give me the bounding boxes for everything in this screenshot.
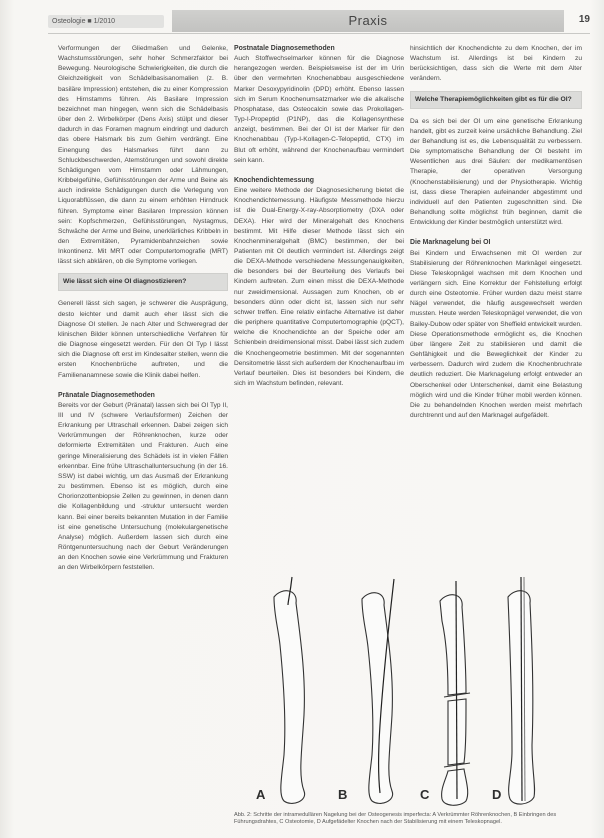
paragraph: Bereits vor der Geburt (Pränatal) lassen sich bei OI Typ II, III und IV (schwere Verlaufsformen) Zeichen der Erkrankung per Ultraschall erkennen. Dabei zeigen sich Verkrümmungen der Röhrenknochen, kurze oder deformierte Extremitäten und Frakturen. Auch eine geringe Mineralisierung des Schädels ist in vielen Fällen erkennbar. Eine frühe Ultraschalluntersuchung (in der 16. SSW) ist dabei wichtig, um das Ausmaß der Erkrankung zu bestimmen. Ebenso ist es möglich, durch eine Chorionzottenbiopsie Zellen zu gewinnen, in denen dann die Kollagenbildung und -struktur untersucht werden kann. Bei einer bereits bekannten Mutation in der Familie ist eine genetische Untersuchung (molekulargenetische Analyse) möglich. Außerdem lassen sich durch eine Röntgenuntersuchung nach der Geburt Veränderungen an den Knochen sowie eine Verkrümmung und Frakturen an den Wirbelkörpern feststellen. [58, 401, 228, 572]
paragraph: Generell lässt sich sagen, je schwerer die Ausprägung, desto leichter und damit auch eher lässt sich die Diagnose OI stellen. Je nach Alter und Schweregrad der klinischen Bilder können unterschiedliche Verfahren für die Diagnose eingesetzt werden. Für den OI Typ I lässt sich die Diagnose oft erst im Kindesalter stellen, wenn die ersten Knochenbrüche auftreten, und die Familienanamnese sowie die Klinik dabei helfen. [58, 300, 228, 379]
figure-label-b: B [338, 787, 348, 802]
section-title: Praxis [172, 10, 564, 32]
subheading: Postnatale Diagnosemethoden [234, 45, 335, 52]
bone-a [274, 591, 305, 804]
subheading: Pränatale Diagnosemethoden [58, 391, 155, 399]
figure-caption: Abb. 2: Schritte der intramedullären Nagelung bei der Osteogenesis imperfecta: A Verkrümmter Röhrenknochen, B Einbringen des Führungsdrahtes, C Osteotomie, D Aufgefädelter Knochen nach der Stabilisierung mit einem Teleskopnagel. [234, 812, 557, 825]
paragraph: Bei Kindern und Erwachsenen mit OI werden zur Stabilisierung der Röhrenknochen Marknägel eingesetzt. Diese Teleskopnägel wachsen mit dem Knochen und verlängern sich. Eine Korrektur der Fehlstellung erfolgt durch eine Osteotomie. Früher wurden dazu meist starre Nägel verwendet, die häufig ausgewechselt werden mussten. Heute werden Teleskopnägel verwendet, die von Bailey-Dubow oder später von Sheffield entwickelt wurden. Diese Operationsmethode ermöglicht es, die Knochen über längere Zeit zu stabilisieren und damit die Gehfähigkeit und die Beweglichkeit der Kinder zu verbessern. Dadurch wird zudem die Knochenbruchrate deutlich reduziert. Die Marknagelung erfolgt entweder an Oberschenkel oder Unterschenkel, damit eine Belastung möglich wird und die Kinder früher mobil werden können. Die zu behandelnden Knochen werden meist mehrfach durchtrennt und auf den Marknagel aufgefädelt. [410, 249, 582, 419]
paragraph: Da es sich bei der OI um eine genetische Erkrankung handelt, gibt es zurzeit keine ursächliche Behandlung. Ziel der Behandlung ist es, die Lebensqualität zu verbessern. Die symptomatische Behandlung der OI besteht im Wesentlichen aus drei Säulen: der medikamentösen Therapie, der operativen Versorgung (Knochenstabilisierung) und der Physiotherapie. Wichtig ist, dass diese Therapien aufeinander abgestimmt und individuell auf den Patienten zugeschnitten sind. Die Behandlung sollte möglichst früh beginnen, damit die Entwicklung der Kinder bestmöglich unterstützt wird. [410, 117, 582, 227]
paragraph: Auch Stoffwechselmarker können für die Diagnose herangezogen werden. Beispielsweise ist der im Urin über den vermehrten Knochenabbau ausgeschiedene Marker Desoxypyridinolin (DPD) erhöht. Ebenso lassen sich im Serum Knochenumsatzmarker wie die alkalische Phosphatase, das Osteocalcin sowie das Prokollagen-Typ-I-Propeptid (P1NP), das die Kollagensynthese anzeigt, bestimmen. Bei der OI ist der Marker für den Knochenabbau (Typ-I-Kollagen-C-Telopeptid, CTX) im Blut oft erhöht, während der Knochenaufbau vermindert sein kann. [234, 55, 404, 164]
bone-b [362, 593, 393, 804]
column-2 [234, 44, 404, 389]
figure-label-d: D [492, 787, 502, 802]
header-divider [48, 33, 590, 34]
page-number: 19 [578, 14, 590, 25]
column-1 [58, 44, 228, 574]
femur-nailing-figure [234, 575, 584, 820]
question-box: Wie lässt sich eine OI diagnostizieren? [58, 273, 228, 291]
bone-c-upper [440, 595, 466, 695]
paragraph: Verformungen der Gliedmaßen und Gelenke, Wachstumsstörungen, sehr hoher Schmerzfaktor bei Bewegung. Neurologische Schwierigkeiten, die durch die Gleichzeitigkeit von Schädelbasisanomalien (z. B. basiläre Impression) entstehen, die zu einer Kompression des Hirnstamms führen. Als Basilare Impression bezeichnet man hingegen, wenn sich die Schädelbasis über den 2. Wirbelkörper (Dens Axis) stülpt und dieser dadurch in das Foramen magnum eindringt und dadurch das obere Halsmark bis zum Gehirn verdrängt. Eine Einengung des Halsmarkes führt dann zu Schluckbeschwerden, Atemstörungen und sowohl direkte Schädigungen vom Hirnstamm oder Lähmungen, Kribbelgefühle, Gefühlsstörungen der Arme und Beine als auch indirekte Schädigungen durch die Verlegung von Liquorabflüssen, die dann zu einem erhöhten Hirndruck führen. Symptome einer Basilaren Impression können sein: Kopfschmerzen, Gefühlsstörungen, Nystagmus, Schwäche der Arme und Beine, unerklärliches Kribbeln in den Extremitäten, Pyramidenbahnzeichen sowie Inkontinenz. Mit MRT oder Computertomografie (MRT) lässt sich abklären, ob die Symptome vorliegen. [58, 45, 228, 266]
journal-name: Osteologie ■ 1/2010 [48, 15, 164, 28]
paragraph: hinsichtlich der Knochendichte zu dem Knochen, der im Wachstum ist. Allerdings ist bei Kindern zu berücksichtigen, dass sich die Werte mit dem Alter verändern. [410, 45, 582, 83]
column-3 [410, 44, 582, 421]
question-box: Welche Therapiemöglichkeiten gibt es für die OI? [410, 91, 582, 109]
paragraph: Eine weitere Methode der Diagnosesicherung bietet die Knochendichtemessung. Häufigste Messmethode hierzu ist die Dual-Energy-X-ray-Absorptiometry (DXA oder DEXA). Hier wird der Mineralgehalt des Knochens bestimmt. Mit Hilfe dieser Methode lässt sich ein Knochenmineralgehalt (BMC) bestimmen, der bei Patienten mit OI deutlich vermindert ist. Allerdings zeigt die DEXA-Methode verschiedene Messungenauigkeiten, die besonders bei der Beurteilung des Verlaufs bei Kindern auftreten. Zum einen misst die DEXA-Methode nur zweidimensional. Aussagen zum Knochen, ob er besonders dünn oder dicht ist, lassen sich nur sehr schwer treffen. Eine relativ einfache Alternative ist daher die periphere quantitative Computertomographie (pQCT), welche die Knochendichte an der Speiche oder am Schienbein dreidimensional misst. Dabei lässt sich zudem die Knochengeometrie bestimmen. Mit der sogenannten Densitometrie lässt sich außerdem der Knochenaufbau im Verlauf beurteilen. Dies ist besonders bei Kindern, die sich im Wachstum befinden, relevant. [234, 187, 404, 387]
figure-label-c: C [420, 787, 430, 802]
subheading: Knochendichtemessung [234, 176, 315, 184]
subheading: Die Marknagelung bei OI [410, 239, 491, 247]
femur-illustration [234, 575, 584, 811]
bone-c-lower [442, 769, 468, 805]
page-header [48, 10, 590, 32]
figure-label-a: A [256, 787, 266, 802]
